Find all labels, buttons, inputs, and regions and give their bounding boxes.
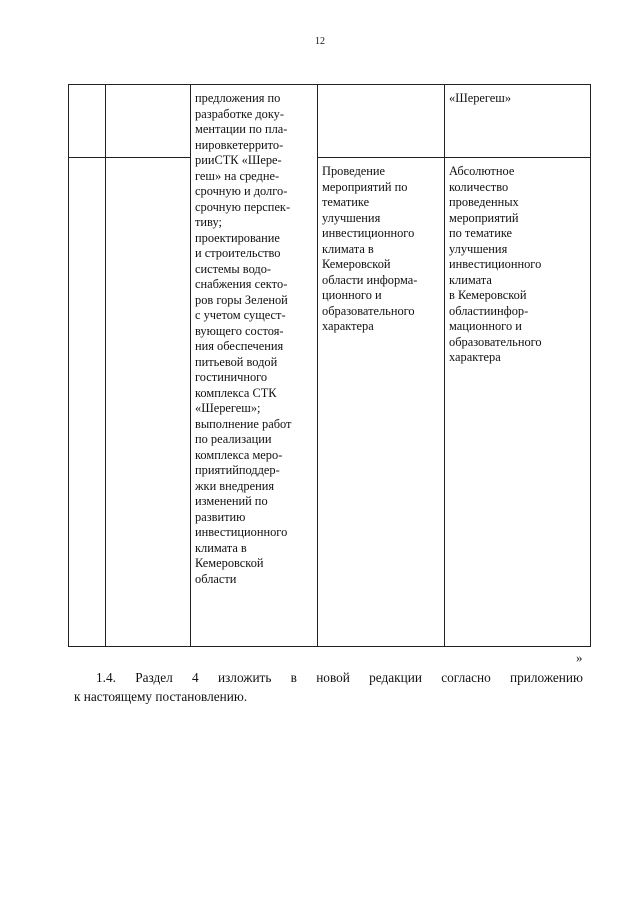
- paragraph-word: Раздел: [135, 670, 173, 685]
- table-cell-indicator: Абсолютное количество проведенных мероприятий по тематике улучшения инвестиционного климата в Кемеровской областиинфор- мационного и образовательного характера: [445, 158, 591, 647]
- table-cell-event-top: [318, 85, 445, 158]
- paragraph-word: в: [290, 670, 297, 685]
- paragraph-word: согласно: [441, 670, 491, 685]
- table-row: [69, 158, 591, 647]
- page-number: 12: [315, 36, 325, 47]
- paragraph-word: 4: [192, 670, 199, 685]
- paragraph-word: редакции: [369, 670, 422, 685]
- paragraph-line-2: к настоящему постановлению.: [74, 689, 248, 704]
- amendment-paragraph: [74, 668, 583, 706]
- paragraph-word: изложить: [217, 670, 272, 685]
- paragraph-word: приложению: [510, 670, 583, 685]
- table-cell-empty: [106, 158, 191, 647]
- paragraph-line-1: [96, 668, 583, 687]
- table-cell-empty: [69, 85, 106, 158]
- table-cell-event: Проведение мероприятий по тематике улучшения инвестиционного климата в Кемеровской области информа- ционного и образовательного характера: [318, 158, 445, 647]
- table-cell-activities: предложения по разработке доку- ментации по пла- нировкетеррито- рииСТК «Шере- геш» на средне- срочную и долго- срочную перспек- тиву; проектирование и строительство системы водо- снабжения сектo- ров горы Зеленой с учетом сущест- вующего состоя- ния обеспечения питьевой водой гостиничного комплекса СТК «Шерегеш»; выполнение работ по реализации комплекса меро- приятийподдер- жки внедрения изменений по развитию инвестиционного климата в Кемеровской области: [191, 85, 318, 647]
- table-cell-empty: [69, 158, 106, 647]
- table-row: [69, 85, 591, 158]
- closing-quote: »: [576, 650, 583, 665]
- paragraph-word: новой: [316, 670, 350, 685]
- paragraph-word: 1.4.: [96, 670, 116, 685]
- table-cell-empty: [106, 85, 191, 158]
- document-table: [68, 84, 591, 647]
- table-cell-indicator-top: «Шерегеш»: [445, 85, 591, 158]
